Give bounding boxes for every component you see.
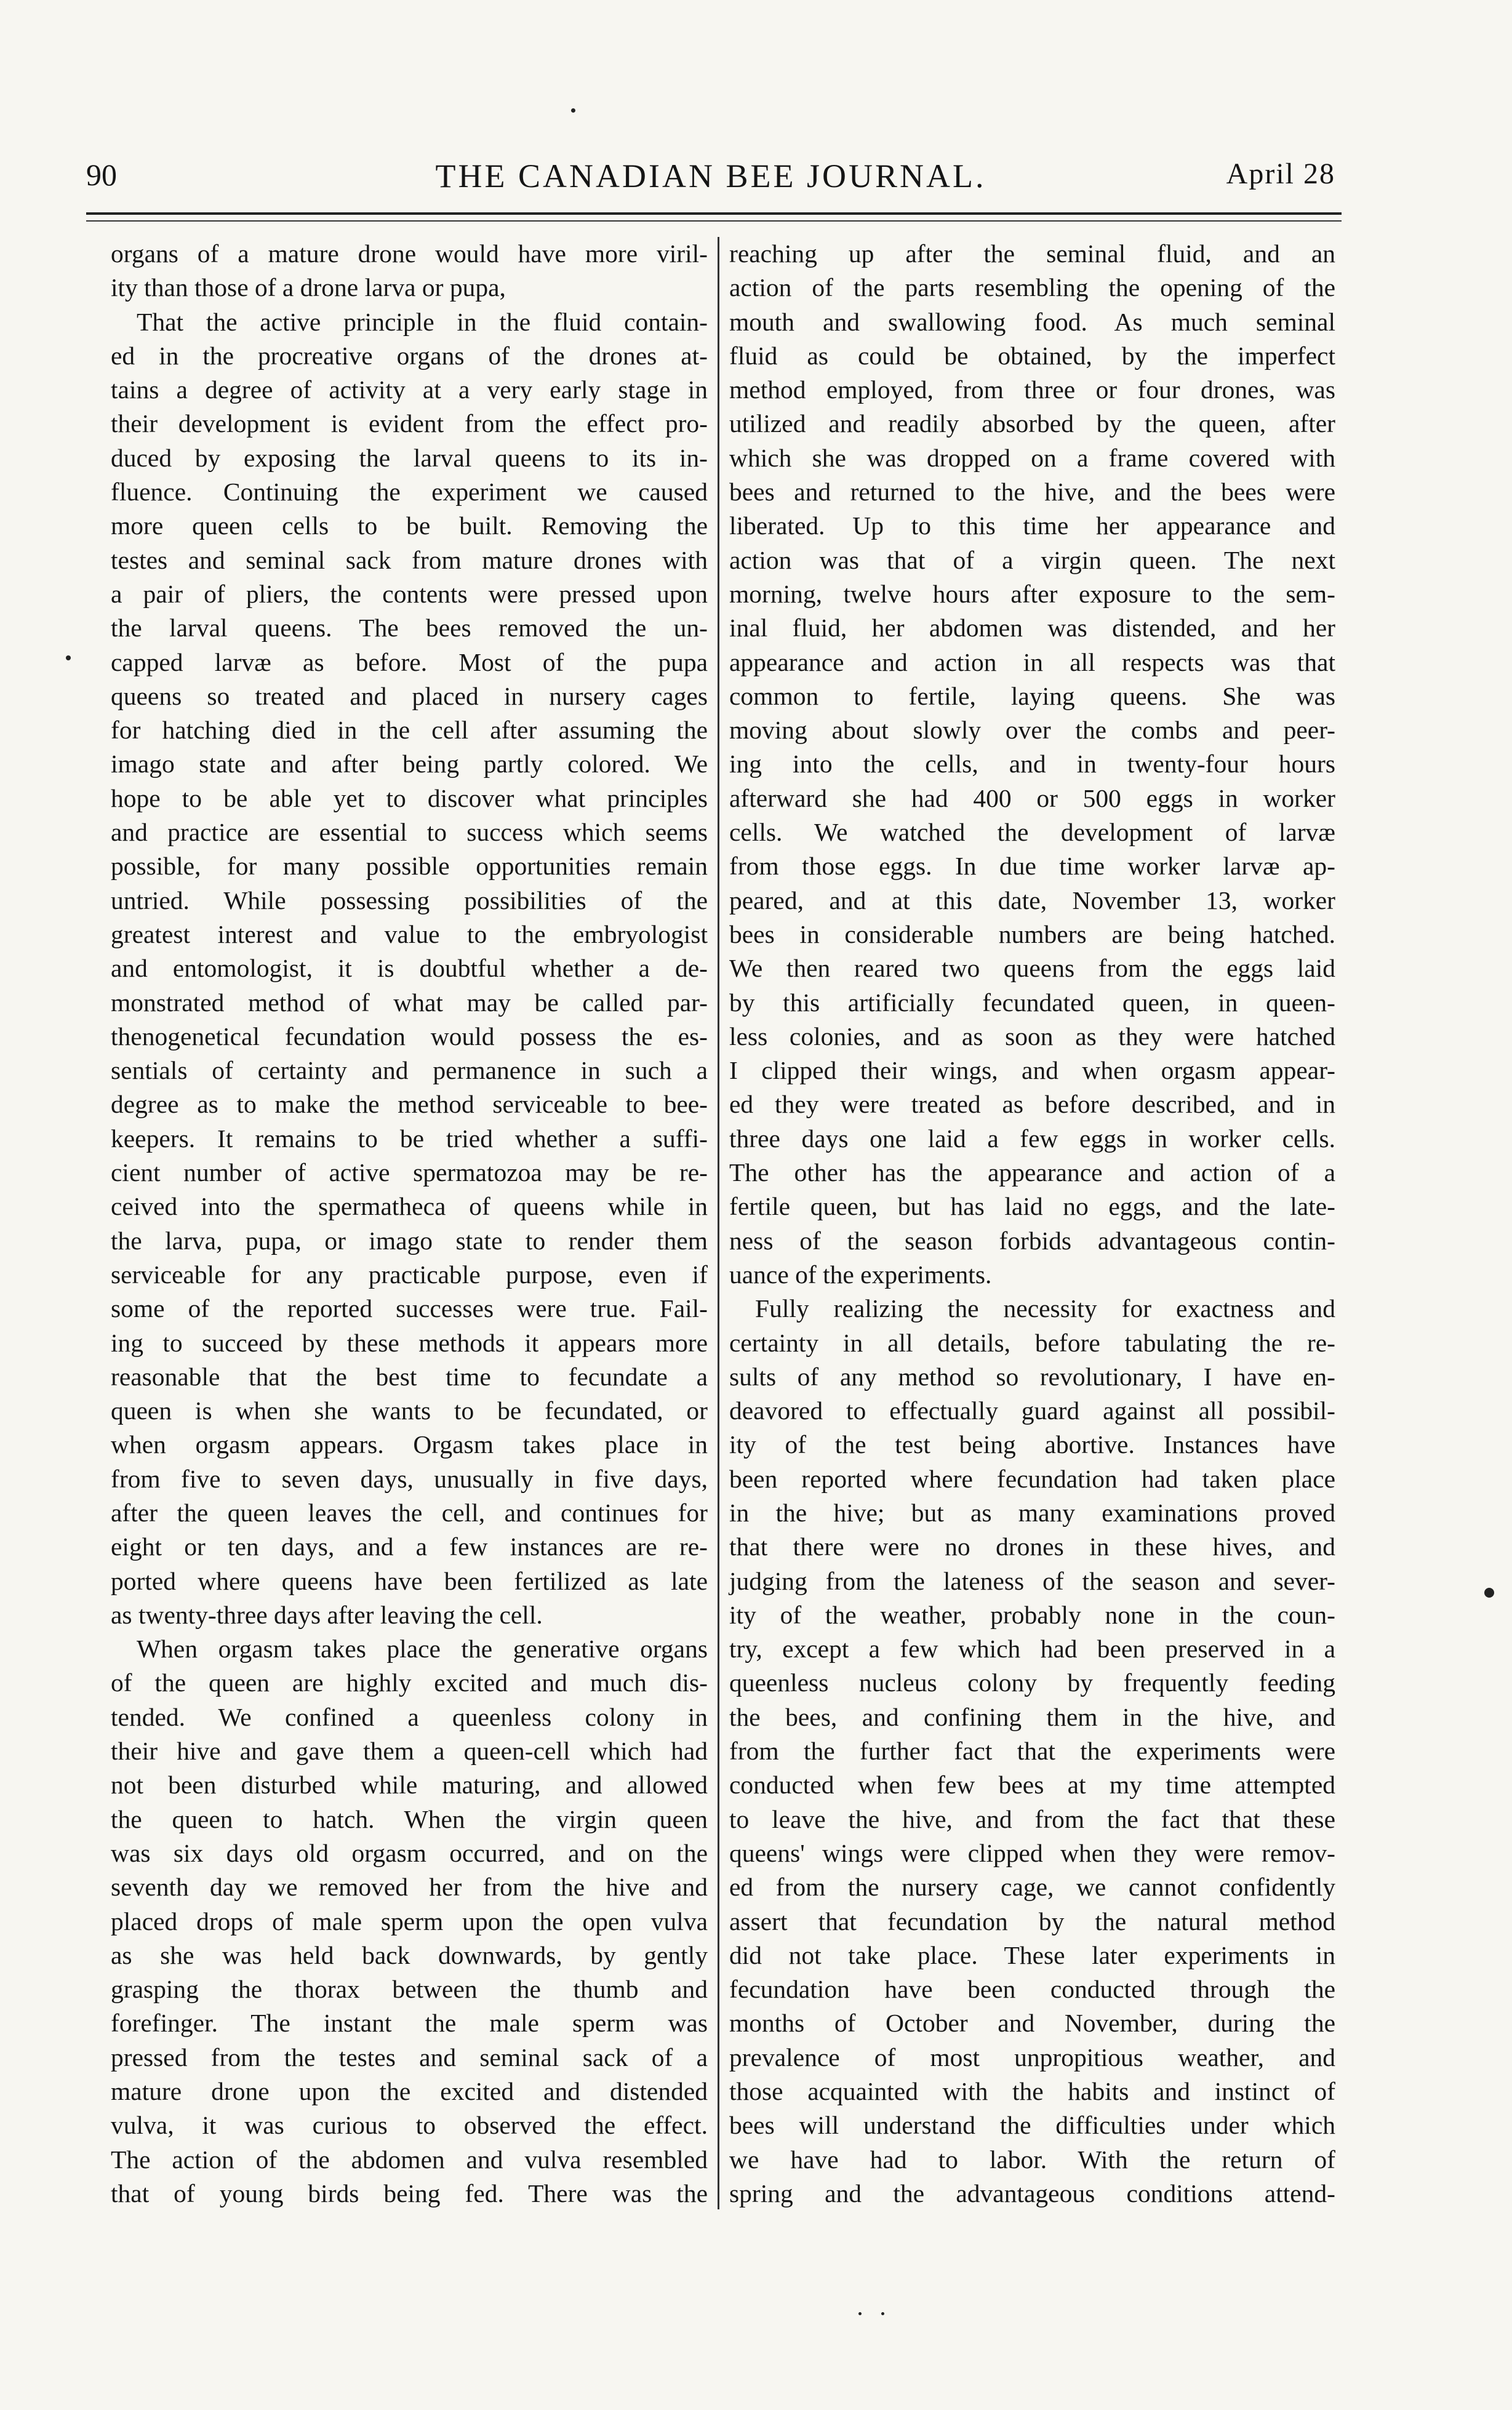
text-line: degree as to make the method serviceable to bee- bbox=[111, 1090, 708, 1119]
text-line: reasonable that the best time to fecundate a bbox=[111, 1362, 708, 1391]
text-line: and entomologist, it is doubtful whether a de- bbox=[111, 954, 708, 983]
text-line: Fully realizing the necessity for exactness and bbox=[755, 1294, 1335, 1323]
text-line: and practice are essential to success which seems bbox=[111, 818, 708, 847]
text-line: That the active principle in the fluid contain- bbox=[137, 307, 708, 336]
text-line: capped larvæ as before. Most of the pupa bbox=[111, 647, 708, 676]
text-line: We then reared two queens from the eggs laid bbox=[729, 954, 1335, 983]
text-line: three days one laid a few eggs in worker cells. bbox=[729, 1124, 1335, 1153]
text-line: when orgasm appears. Orgasm takes place in bbox=[111, 1430, 708, 1459]
text-line: keepers. It remains to be tried whether a suffi- bbox=[111, 1124, 708, 1153]
text-line: morning, twelve hours after exposure to the sem- bbox=[729, 579, 1335, 608]
text-line: which she was dropped on a frame covered with bbox=[729, 443, 1335, 472]
text-line: When orgasm takes place the generative organs bbox=[137, 1635, 708, 1663]
text-line: some of the reported successes were true. Fail- bbox=[111, 1294, 708, 1323]
text-line: utilized and readily absorbed by the queen, after bbox=[729, 409, 1335, 438]
text-line: after the queen leaves the cell, and continues for bbox=[111, 1498, 708, 1527]
text-line: eight or ten days, and a few instances are re- bbox=[111, 1532, 708, 1561]
text-line: certainty in all details, before tabulating the re- bbox=[729, 1328, 1335, 1357]
text-line: that there were no drones in these hives, and bbox=[729, 1532, 1335, 1561]
text-line: a pair of pliers, the contents were pressed upon bbox=[111, 579, 708, 608]
text-line: from the further fact that the experiments were bbox=[729, 1737, 1335, 1766]
text-line: ity of the test being abortive. Instances have bbox=[729, 1430, 1335, 1459]
issue-date: April 28 bbox=[1226, 158, 1335, 190]
text-line: cells. We watched the development of larvæ bbox=[729, 818, 1335, 847]
text-line: as she was held back downwards, by gently bbox=[111, 1940, 708, 1969]
text-line: ed from the nursery cage, we cannot confidently bbox=[729, 1873, 1335, 1902]
text-line: queen is when she wants to be fecundated, or bbox=[111, 1396, 708, 1425]
text-line: bees will understand the difficulties under which bbox=[729, 2111, 1335, 2140]
text-line: prevalence of most unpropitious weather, and bbox=[729, 2043, 1335, 2072]
text-line: possible, for many possible opportunities remain bbox=[111, 852, 708, 881]
page-number: 90 bbox=[86, 158, 117, 192]
print-speck bbox=[66, 655, 71, 660]
text-line: The action of the abdomen and vulva resembled bbox=[111, 2145, 708, 2174]
text-line: seventh day we removed her from the hive and bbox=[111, 1873, 708, 1902]
text-line: inal fluid, her abdomen was distended, and her bbox=[729, 614, 1335, 643]
text-line: as twenty-three days after leaving the cell. bbox=[111, 1600, 543, 1629]
text-line: ceived into the spermatheca of queens while in bbox=[111, 1192, 708, 1221]
print-speck bbox=[571, 108, 575, 113]
text-line: ity than those of a drone larva or pupa, bbox=[111, 273, 506, 302]
left-column bbox=[111, 237, 708, 2211]
text-line: deavored to effectually guard against all possibil- bbox=[729, 1396, 1335, 1425]
text-line: testes and seminal sack from mature drones with bbox=[111, 545, 708, 574]
text-line: ing to succeed by these methods it appears more bbox=[111, 1328, 708, 1357]
text-line: try, except a few which had been preserved in a bbox=[729, 1635, 1335, 1663]
text-line: for hatching died in the cell after assuming the bbox=[111, 716, 708, 745]
text-line: placed drops of male sperm upon the open vulva bbox=[111, 1907, 708, 1936]
print-speck bbox=[881, 2312, 884, 2315]
text-line: ness of the season forbids advantageous contin- bbox=[729, 1226, 1335, 1255]
text-line: ed they were treated as before described, and in bbox=[729, 1090, 1335, 1119]
text-line: their development is evident from the effect pro- bbox=[111, 409, 708, 438]
text-line: appearance and action in all respects was that bbox=[729, 647, 1335, 676]
text-line: grasping the thorax between the thumb and bbox=[111, 1975, 708, 2004]
column-divider bbox=[718, 237, 719, 2209]
text-line: reaching up after the seminal fluid, and an bbox=[729, 239, 1335, 268]
print-speck bbox=[858, 2312, 862, 2315]
text-line: hope to be able yet to discover what principles bbox=[111, 783, 708, 812]
text-line: vulva, it was curious to observed the effect. bbox=[111, 2111, 708, 2140]
text-line: their hive and gave them a queen-cell which had bbox=[111, 1737, 708, 1766]
text-line: imago state and after being partly colored. We bbox=[111, 750, 708, 779]
text-line: that of young birds being fed. There was the bbox=[111, 2179, 708, 2208]
text-line: we have had to labor. With the return of bbox=[729, 2145, 1335, 2174]
text-line: action was that of a virgin queen. The next bbox=[729, 545, 1335, 574]
text-line: the bees, and confining them in the hive, and bbox=[729, 1702, 1335, 1731]
text-line: liberated. Up to this time her appearance and bbox=[729, 511, 1335, 540]
text-line: by this artificially fecundated queen, in queen- bbox=[729, 988, 1335, 1017]
text-line: was six days old orgasm occurred, and on the bbox=[111, 1838, 708, 1867]
text-line: organs of a mature drone would have more viril- bbox=[111, 239, 708, 268]
text-line: spring and the advantageous conditions attend- bbox=[729, 2179, 1335, 2208]
text-line: forefinger. The instant the male sperm was bbox=[111, 2009, 708, 2038]
text-line: serviceable for any practicable purpose, even if bbox=[111, 1260, 708, 1289]
text-line: pressed from the testes and seminal sack of a bbox=[111, 2043, 708, 2072]
text-line: method employed, from three or four drones, was bbox=[729, 375, 1335, 404]
text-line: ported where queens have been fertilized as late bbox=[111, 1566, 708, 1595]
text-line: fluid as could be obtained, by the imperfect bbox=[729, 341, 1335, 370]
text-line: cient number of active spermatozoa may be re- bbox=[111, 1158, 708, 1187]
text-line: in the hive; but as many examinations proved bbox=[729, 1498, 1335, 1527]
text-line: ed in the procreative organs of the drones at- bbox=[111, 341, 708, 370]
text-line: sults of any method so revolutionary, I have en- bbox=[729, 1362, 1335, 1391]
text-line: monstrated method of what may be called par- bbox=[111, 988, 708, 1017]
right-column bbox=[729, 237, 1335, 2211]
text-line: those acquainted with the habits and instinct of bbox=[729, 2077, 1335, 2106]
text-line: bees and returned to the hive, and the bees were bbox=[729, 478, 1335, 506]
text-line: fertile queen, but has laid no eggs, and the late- bbox=[729, 1192, 1335, 1221]
text-line: tended. We confined a queenless colony in bbox=[111, 1702, 708, 1731]
text-line: ity of the weather, probably none in the coun- bbox=[729, 1600, 1335, 1629]
text-line: fluence. Continuing the experiment we caused bbox=[111, 478, 708, 506]
text-line: conducted when few bees at my time attempted bbox=[729, 1771, 1335, 1799]
text-line: assert that fecundation by the natural method bbox=[729, 1907, 1335, 1936]
text-line: duced by exposing the larval queens to its in- bbox=[111, 443, 708, 472]
text-line: sentials of certainty and permanence in such a bbox=[111, 1056, 708, 1085]
text-line: did not take place. These later experiments in bbox=[729, 1940, 1335, 1969]
text-line: mouth and swallowing food. As much seminal bbox=[729, 307, 1335, 336]
text-line: queens' wings were clipped when they were remov- bbox=[729, 1838, 1335, 1867]
text-line: from those eggs. In due time worker larvæ ap- bbox=[729, 852, 1335, 881]
text-line: queenless nucleus colony by frequently feeding bbox=[729, 1668, 1335, 1697]
text-line: uance of the experiments. bbox=[729, 1260, 992, 1289]
text-line: queens so treated and placed in nursery cages bbox=[111, 681, 708, 710]
journal-title: THE CANADIAN BEE JOURNAL. bbox=[435, 158, 986, 194]
text-line: I clipped their wings, and when orgasm appear- bbox=[729, 1056, 1335, 1085]
text-line: thenogenetical fecundation would possess the es- bbox=[111, 1022, 708, 1051]
text-line: less colonies, and as soon as they were hatched bbox=[729, 1022, 1335, 1051]
text-line: the queen to hatch. When the virgin queen bbox=[111, 1804, 708, 1833]
text-line: bees in considerable numbers are being hatched. bbox=[729, 919, 1335, 948]
text-line: tains a degree of activity at a very early stage in bbox=[111, 375, 708, 404]
text-line: ing into the cells, and in twenty-four hours bbox=[729, 750, 1335, 779]
print-speck bbox=[1484, 1588, 1494, 1598]
text-line: afterward she had 400 or 500 eggs in worker bbox=[729, 783, 1335, 812]
text-line: not been disturbed while maturing, and allowed bbox=[111, 1771, 708, 1799]
text-line: to leave the hive, and from the fact that these bbox=[729, 1804, 1335, 1833]
text-line: The other has the appearance and action of a bbox=[729, 1158, 1335, 1187]
text-line: from five to seven days, unusually in five days, bbox=[111, 1464, 708, 1493]
text-line: months of October and November, during the bbox=[729, 2009, 1335, 2038]
text-line: common to fertile, laying queens. She was bbox=[729, 681, 1335, 710]
text-line: greatest interest and value to the embryologist bbox=[111, 919, 708, 948]
text-line: of the queen are highly excited and much dis- bbox=[111, 1668, 708, 1697]
text-line: more queen cells to be built. Removing the bbox=[111, 511, 708, 540]
text-line: untried. While possessing possibilities of the bbox=[111, 886, 708, 915]
header-rule bbox=[86, 212, 1342, 215]
text-line: peared, and at this date, November 13, worker bbox=[729, 886, 1335, 915]
text-line: fecundation have been conducted through the bbox=[729, 1975, 1335, 2004]
text-line: the larva, pupa, or imago state to render them bbox=[111, 1226, 708, 1255]
text-line: mature drone upon the excited and distended bbox=[111, 2077, 708, 2106]
text-line: action of the parts resembling the opening of the bbox=[729, 273, 1335, 302]
text-line: judging from the lateness of the season and sever- bbox=[729, 1566, 1335, 1595]
text-line: moving about slowly over the combs and peer- bbox=[729, 716, 1335, 745]
text-line: the larval queens. The bees removed the un- bbox=[111, 614, 708, 643]
page-header bbox=[86, 157, 1335, 206]
text-line: been reported where fecundation had taken place bbox=[729, 1464, 1335, 1493]
header-rule-thin bbox=[86, 220, 1342, 222]
